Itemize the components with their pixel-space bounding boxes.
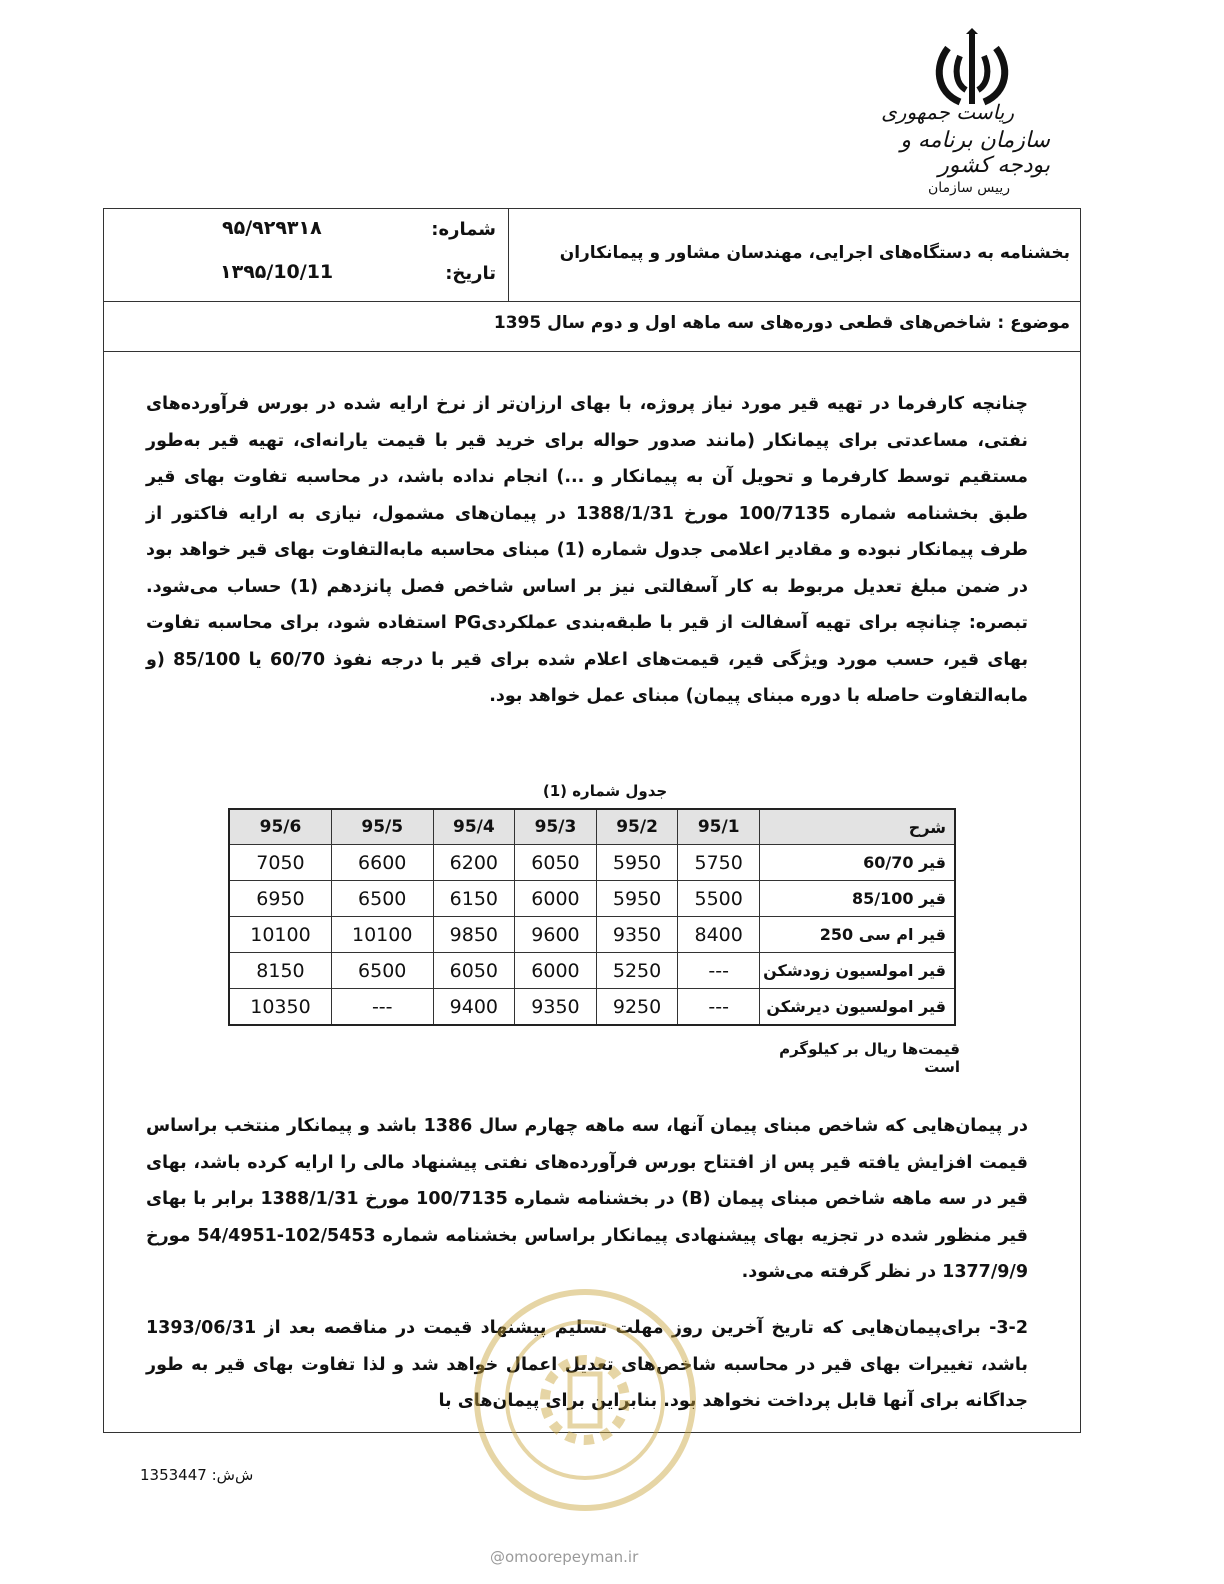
table-cell: 6000: [515, 881, 597, 917]
seal-stamp-icon: [470, 1282, 700, 1518]
letterhead-organization: سازمان برنامه و بودجه کشور: [900, 128, 1050, 178]
description-header: شرح: [760, 809, 956, 845]
header-row: [104, 209, 1080, 302]
body-paragraph-2: در پیمان‌هایی که شاخص مبنای پیمان آنها، سه ماهه چهارم سال 1386 باشد و پیمانکار منتخب براساس قیمت افزایش یافته قیر پس از افتتاح بورس فرآورده‌های نفتی پیشنهاد مالی را ارایه کرده باشد، بهای قیر در سه ماهه شاخص مبنای پیمان (B) در بخشنامه شماره 100/7135 مورخ 1388/1/31 برابر با بهای قیر منظور شده در تجزیه بهای پیشنهادی پیمانکار براساس بخشنامه شماره 102/5453-54/4951 مورخ 1377/9/9 در نظر گرفته می‌شود.: [146, 1116, 1029, 1282]
table-cell: 6200: [433, 845, 515, 881]
row-label: قیر امولسیون زودشکن: [760, 953, 956, 989]
table-cell: 6950: [229, 881, 331, 917]
row-label: قیر 85/100: [760, 881, 956, 917]
table-row: [229, 953, 955, 989]
column-header: 95/5: [331, 809, 433, 845]
body-paragraph-3: 3-2- برای‌پیمان‌هایی که تاریخ آخرین روز مهلت تسلیم پیشنهاد قیمت در مناقصه بعد از 1393/06/31 باشد، تغییرات بهای قیر در محاسبه شاخص‌های تعدیل اعمال خواهد شد و لذا تفاوت بهای قیر به طور جداگانه برای آنها قابل پرداخت نخواهد بود. بنابراین برای پیمان‌های با: [146, 1318, 1028, 1411]
table-cell: ---: [331, 989, 433, 1026]
bitumen-price-table: [228, 808, 956, 1026]
column-header: 95/3: [515, 809, 597, 845]
table-cell: 6050: [515, 845, 597, 881]
table-cell: 5750: [678, 845, 760, 881]
column-header: 95/1: [678, 809, 760, 845]
document-code: ش‌ش: 1353447: [140, 1466, 254, 1484]
table-cell: 8400: [678, 917, 760, 953]
site-watermark: @omoorepeyman.ir: [490, 1548, 639, 1566]
subject-text: موضوع : شاخص‌های قطعی دوره‌های سه ماهه اول و دوم سال 1395: [493, 313, 1070, 333]
number-value: ۹۵/۹۲۹۳۱۸: [222, 217, 322, 239]
table-cell: 9850: [433, 917, 515, 953]
table-cell: 9600: [515, 917, 597, 953]
table-cell: 5250: [596, 953, 678, 989]
column-header: 95/2: [596, 809, 678, 845]
recipients-cell: [510, 209, 1080, 301]
row-label: قیر 60/70: [760, 845, 956, 881]
table-cell: 9350: [515, 989, 597, 1026]
table-row: [229, 881, 955, 917]
body-paragraph-1: چنانچه کارفرما در تهیه قیر مورد نیاز پروژه، با بهای ارزان‌تر از نرخ ارایه شده در بورس فرآورده‌های نفتی، مساعدتی برای پیمانکار (مانند صدور حواله برای خرید قیر با قیمت یارانه‌ای، تهیه قیر به‌طور مستقیم توسط کارفرما و تحویل آن به پیمانکار و ...) انجام نداده باشد، در محاسبه تفاوت بهای قیر طبق بخشنامه شماره 100/7135 مورخ 1388/1/31 در پیمان‌های مشمول، نیازی به ارایه فاکتور از طرف پیمانکار نبوده و مقادیر اعلامی جدول شماره (1) مبنای محاسبه مابه‌التفاوت بهای قیر خواهد بود در ضمن مبلغ تعدیل مربوط به کار آسفالتی نیز بر اساس شاخص فصل پانزدهم (1) حساب می‌شود. تبصره: چنانچه برای تهیه آسفالت از قیر با طبقه‌بندی عملکردیPG استفاده شود، برای محاسبه تفاوت بهای قیر، حسب مورد ویژگی قیر، قیمت‌های اعلام شده برای قیر با درجه نفوذ 60/70 یا 85/100 (و مابه‌التفاوت حاصله با دوره مبنای پیمان) مبنای عمل خواهد بود.: [146, 394, 1029, 706]
table-cell: 9400: [433, 989, 515, 1026]
table-cell: ---: [678, 989, 760, 1026]
table-cell: 10100: [331, 917, 433, 953]
letterhead-head: رییس سازمان: [928, 180, 1010, 196]
unit-note: قیمت‌ها ریال بر کیلوگرم است: [779, 1040, 960, 1076]
table-cell: 6600: [331, 845, 433, 881]
column-header: 95/4: [433, 809, 515, 845]
recipients-text: بخشنامه به دستگاه‌های اجرایی، مهندسان مشاور و پیمانکاران: [559, 243, 1070, 263]
table-row: [229, 917, 955, 953]
table-cell: 5950: [596, 881, 678, 917]
table-cell: 10350: [229, 989, 331, 1026]
letterhead: [860, 100, 1050, 196]
table-cell: 9250: [596, 989, 678, 1026]
table-cell: 5950: [596, 845, 678, 881]
table-title: جدول شماره (1): [542, 782, 668, 800]
column-header: 95/6: [229, 809, 331, 845]
table-row: [229, 845, 955, 881]
table-row: [229, 989, 955, 1026]
date-value: ۱۳۹۵/10/11: [220, 261, 334, 283]
table-cell: 6150: [433, 881, 515, 917]
table-cell: ---: [678, 953, 760, 989]
table-cell: 5500: [678, 881, 760, 917]
table-cell: 10100: [229, 917, 331, 953]
number-date-cell: [104, 209, 509, 301]
table-cell: 8150: [229, 953, 331, 989]
date-label: تاریخ:: [445, 263, 496, 284]
row-label: قیر امولسیون دیرشکن: [760, 989, 956, 1026]
number-label: شماره:: [431, 219, 496, 240]
table-cell: 6500: [331, 881, 433, 917]
table-cell: 6500: [331, 953, 433, 989]
subject-row: [104, 301, 1080, 352]
table-cell: 7050: [229, 845, 331, 881]
table-header-row: [229, 809, 955, 845]
table-cell: 9350: [596, 917, 678, 953]
row-label: قیر ام سی 250: [760, 917, 956, 953]
letterhead-presidency: ریاست جمهوری: [881, 100, 1014, 124]
table-cell: 6000: [515, 953, 597, 989]
table-cell: 6050: [433, 953, 515, 989]
